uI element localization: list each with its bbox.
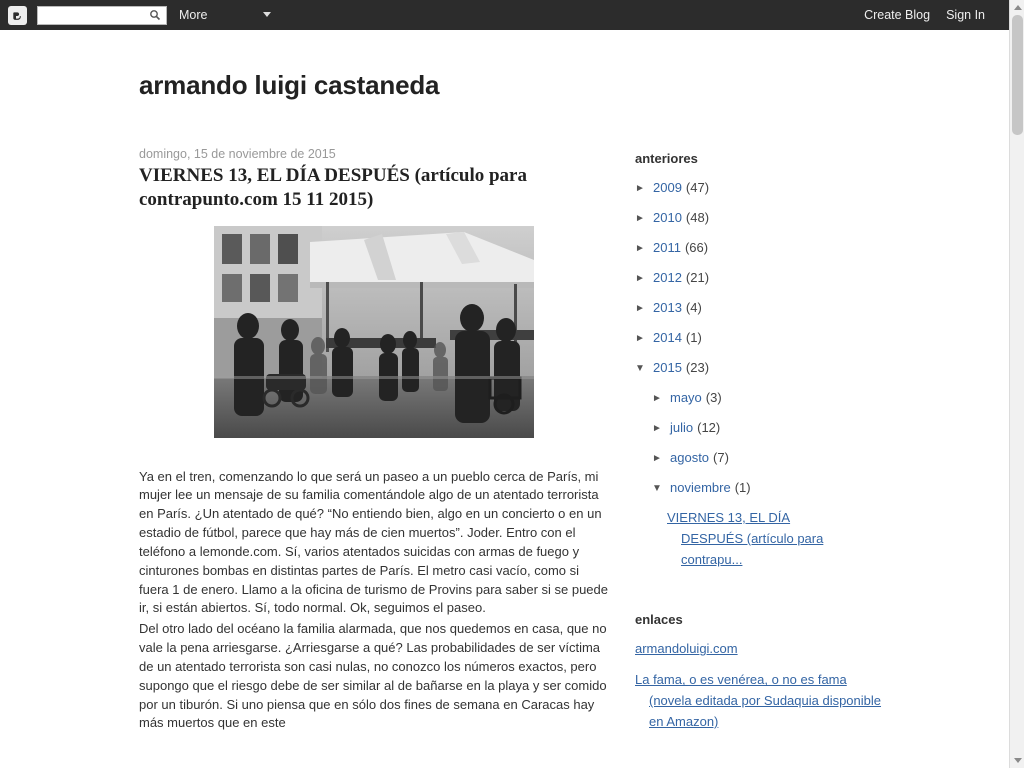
archive-count: (3)	[705, 390, 722, 405]
post-paragraph: Del otro lado del océano la familia alarmada, que nos quedemos en casa, que no vale la pena arriesgarse. ¿Arriesgarse a qué? Las probabilidades de ser víctima de un atentado terrorista son casi nulas, no conozco los números exactos, pero supongo que el riesgo debe de ser similar al de bañarse en la playa y ser comido por un tiburón. Si uno piensa que en sólo dos fines de semana en Caracas hay más muertos que en este	[139, 621, 607, 731]
search-icon[interactable]	[146, 9, 164, 21]
navbar-right-links	[864, 8, 1001, 22]
archive-year-link[interactable]: 2010	[653, 210, 682, 225]
archive-widget-title: anteriores	[635, 151, 698, 166]
search-input[interactable]	[38, 7, 146, 24]
blog-header	[0, 30, 1009, 101]
expand-toggle-icon[interactable]: ►	[635, 273, 645, 284]
expand-toggle-icon[interactable]: ►	[635, 333, 645, 344]
archive-count: (23)	[685, 360, 710, 375]
chevron-down-icon[interactable]	[263, 12, 271, 17]
archive-item-2013[interactable]	[635, 300, 895, 317]
post-title: VIERNES 13, EL DÍA DESPUÉS (artículo para contrapunto.com 15 11 2015)	[139, 165, 527, 210]
create-blog-link[interactable]: Create Blog	[864, 8, 931, 22]
archive-post-link[interactable]	[667, 508, 895, 570]
links-widget-title: enlaces	[635, 612, 683, 628]
expand-toggle-icon[interactable]: ►	[652, 423, 662, 434]
archive-item-agosto[interactable]	[652, 450, 895, 467]
link-armandoluigi[interactable]	[635, 639, 895, 660]
expand-toggle-icon[interactable]: ►	[635, 243, 645, 254]
expand-toggle-icon[interactable]: ►	[635, 303, 645, 314]
archive-year-link[interactable]: 2011	[653, 240, 681, 255]
post-paragraph: Ya en el tren, comenzando lo que será un paseo a un pueblo cerca de París, mi mujer lee un mensaje de su familia comentándole algo de un atentado terrorista en París. ¿Un atentado de qué? “No entiendo bien, algo en un concierto o en un estadio de fútbol, parece que hay más de cien muertos”. Joder. Entro con el teléfono a lemonde.com. Sí, varios atentados suicidas con armas de fuego y cinturones bombas en distintas partes de París. El metro casi vacío, como si fuera 1 de enero. Llamo a la oficina de turismo de Provins para saber si se puede ir, si están abiertos. Sí, todo normal. Ok, seguimos el paseo.	[139, 468, 608, 616]
archive-item-2009[interactable]	[635, 180, 895, 197]
post-body	[139, 468, 609, 734]
link-la-fama[interactable]	[635, 670, 895, 732]
sidebar	[635, 147, 895, 738]
post-image[interactable]	[214, 226, 534, 438]
page-scrollbar[interactable]	[1009, 0, 1024, 768]
archive-item-julio[interactable]	[652, 420, 895, 437]
blogger-navbar	[0, 0, 1009, 30]
archive-count: (48)	[685, 210, 710, 225]
link-sublabel[interactable]: (novela editada por Sudaquia disponible en Amazon)	[649, 692, 882, 729]
archive-post-link-line2[interactable]: DESPUÉS (artículo para	[681, 530, 824, 546]
navbar-dropdown[interactable]	[215, 4, 335, 26]
archive-count: (21)	[685, 270, 710, 285]
archive-item-2010[interactable]	[635, 210, 895, 227]
archive-count: (1)	[734, 480, 751, 495]
archive-post-link-line3[interactable]: contrapu...	[681, 551, 743, 567]
archive-month-link[interactable]: agosto	[670, 450, 710, 465]
collapse-toggle-icon[interactable]: ▼	[652, 483, 662, 494]
archive-item-2014[interactable]	[635, 330, 895, 347]
archive-count: (12)	[697, 420, 721, 435]
archive-item-2012[interactable]	[635, 270, 895, 287]
archive-item-2011[interactable]	[635, 240, 895, 257]
post-date: domingo, 15 de noviembre de 2015	[139, 147, 336, 161]
archive-year-link[interactable]: 2014	[653, 330, 682, 345]
archive-count: (4)	[685, 300, 702, 315]
expand-toggle-icon[interactable]: ►	[635, 213, 645, 224]
archive-count: (47)	[685, 180, 710, 195]
archive-item-mayo[interactable]	[652, 390, 895, 407]
scroll-down-arrow-icon[interactable]	[1010, 753, 1024, 768]
content-area	[0, 101, 1009, 738]
scroll-thumb[interactable]	[1012, 15, 1023, 135]
archive-count: (1)	[685, 330, 702, 345]
link-label[interactable]: armandoluigi.com	[635, 641, 738, 657]
archive-month-link[interactable]: julio	[670, 420, 694, 435]
archive-year-link[interactable]: 2013	[653, 300, 682, 315]
page-title: armando luigi castaneda	[139, 70, 440, 100]
archive-count: (66)	[684, 240, 709, 255]
scroll-up-arrow-icon[interactable]	[1010, 0, 1024, 15]
expand-toggle-icon[interactable]: ►	[652, 393, 662, 404]
blogger-b-icon[interactable]	[8, 6, 27, 25]
collapse-toggle-icon[interactable]: ▼	[635, 363, 645, 374]
archive-year-link[interactable]: 2012	[653, 270, 682, 285]
archive-count: (7)	[713, 450, 729, 465]
expand-toggle-icon[interactable]: ►	[652, 453, 662, 464]
more-menu-label[interactable]: More	[179, 8, 208, 22]
link-label[interactable]: La fama, o es venérea, o no es fama	[635, 672, 847, 688]
archive-year-link[interactable]: 2009	[653, 180, 682, 195]
sign-in-link[interactable]: Sign In	[946, 8, 985, 22]
archive-year-link[interactable]: 2015	[653, 360, 682, 375]
street-market-photo	[214, 226, 534, 438]
main-column	[139, 147, 609, 738]
archive-item-2015[interactable]	[635, 360, 895, 377]
archive-month-link[interactable]: mayo	[670, 390, 702, 405]
search-box[interactable]	[37, 6, 167, 25]
archive-item-noviembre[interactable]	[652, 480, 895, 497]
archive-month-link[interactable]: noviembre	[670, 480, 731, 495]
expand-toggle-icon[interactable]: ►	[635, 183, 645, 194]
archive-post-link-line1[interactable]: VIERNES 13, EL DÍA	[667, 510, 791, 525]
